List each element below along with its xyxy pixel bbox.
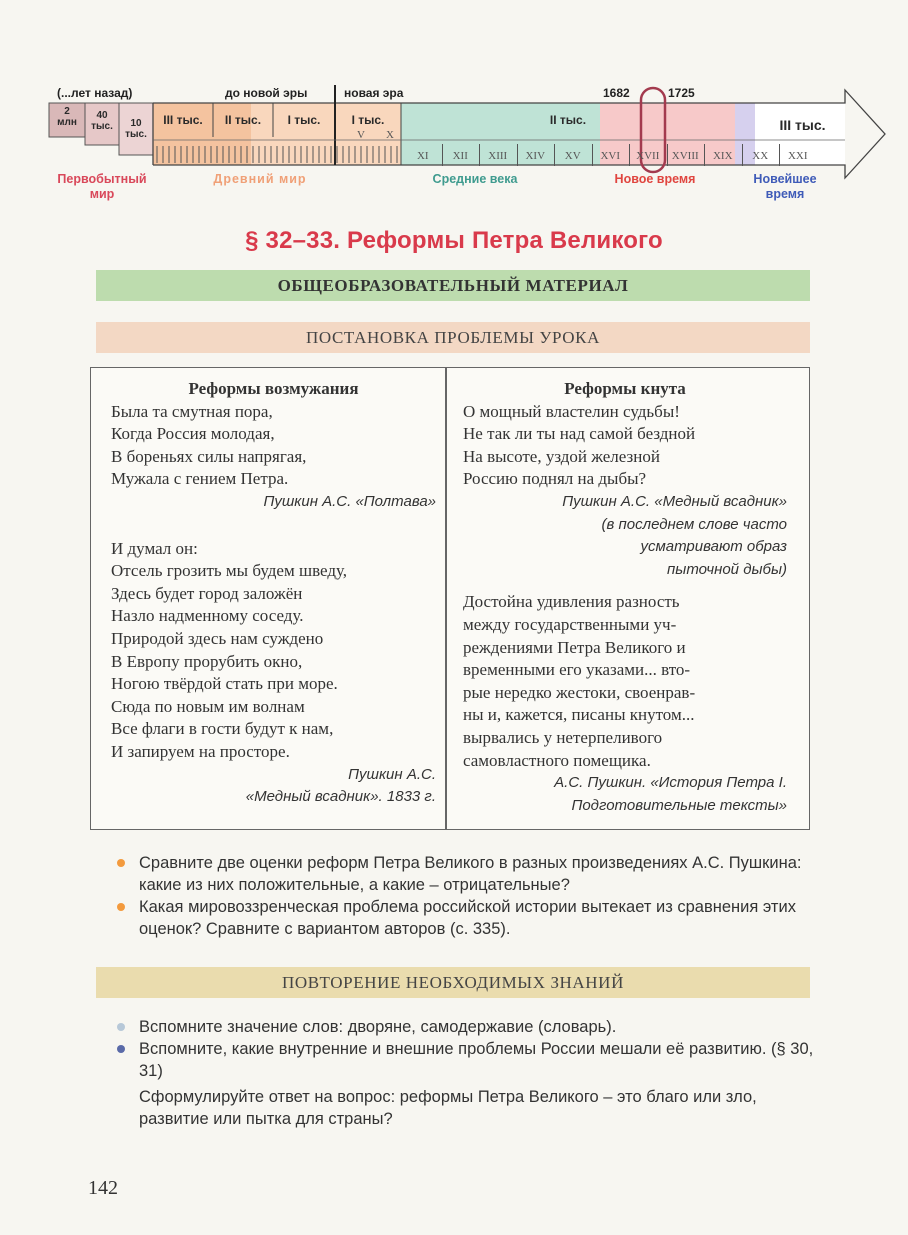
list-item: Вспомните, какие внутренние и внешние проблемы России мешали её развитию. (§ 30, 31) — [117, 1038, 817, 1082]
left-column — [111, 378, 436, 809]
review-band: ПОВТОРЕНИЕ НЕОБХОДИМЫХ ЗНАНИЙ — [96, 967, 810, 998]
bullet-icon — [117, 903, 125, 911]
bullet-icon — [117, 1045, 125, 1053]
right-prose: Достойна удивления разность между государственными уч- реждениями Петра Великого и временными его указами... вто- рые нередко жестоки, своенрав- ны и, кажется, писаны кнутом... вырвались у нетерпеливого самовластного помещика. — [463, 592, 696, 770]
early-cell-2: 40 тыс. — [91, 110, 113, 132]
list-item: Какая мировоззренческая проблема российской истории вытекает из сравнения этих оценок? Сравните с вариантом авторов (с. 335). — [117, 896, 817, 940]
millennium-bc-3: III тыс. — [163, 113, 203, 127]
bullet-icon — [117, 1023, 125, 1031]
century-label: XVIII — [671, 150, 699, 162]
left-heading: Реформы возмужания — [188, 379, 359, 398]
millennium-ad-2: II тыс. — [549, 113, 587, 127]
century-label: XXI — [787, 150, 808, 162]
bullet-icon — [117, 859, 125, 867]
millennium-ad-1: I тыс. — [351, 113, 385, 127]
century-label: XX — [752, 150, 769, 162]
early-cell-3: 10 тыс. — [125, 118, 147, 140]
left-poem-2: И думал он: Отсель грозить мы будем шведу, Здесь будет город заложён Назло надменному соседу. Природой здесь нам суждено В Европу прорубить окно, Ногою твёрдой стать при море. Сюда по новым им волнам Все флаги в гости будут к нам, И запируем на просторе. — [111, 538, 348, 761]
era-middle-ages: Средние века — [432, 172, 518, 186]
right-attribution-2: А.С. Пушкин. «История Петра I. Подготовительные тексты» — [554, 774, 787, 814]
millennium-bc-2: II тыс. — [224, 113, 262, 127]
century-label: XVII — [636, 150, 660, 162]
list-item: Сравните две оценки реформ Петра Великого в разных произведениях А.С. Пушкина: какие из них положительные, а какие – отрицательные? — [117, 852, 817, 896]
era-ancient: Древний мир — [213, 172, 307, 186]
millennium-bc-1: I тыс. — [287, 113, 321, 127]
century-label: XV — [564, 150, 581, 162]
problem-statement-band: ПОСТАНОВКА ПРОБЛЕМЫ УРОКА — [96, 322, 810, 353]
years-ago-caption: (...лет назад) — [57, 86, 133, 100]
quotes-table — [90, 367, 810, 830]
era-primitive: Первобытный мир — [57, 172, 147, 201]
year-start: 1682 — [603, 86, 630, 100]
century-v: V — [357, 129, 365, 141]
century-label: XIV — [525, 150, 546, 162]
lesson-questions — [117, 852, 817, 940]
century-label: XII — [452, 150, 468, 162]
year-end: 1725 — [668, 86, 695, 100]
list-item: Вспомните значение слов: дворяне, самодержавие (словарь). — [117, 1016, 817, 1038]
era-new-time: Новое время — [614, 172, 696, 186]
millennium-ad-3: III тыс. — [779, 117, 826, 133]
century-label: XIX — [712, 150, 733, 162]
bc-caption: до новой эры — [225, 86, 308, 100]
page-number: 142 — [88, 1177, 118, 1199]
right-attribution-1: Пушкин А.С. «Медный всадник» (в последнем слове часто усматривают образ пыточной дыбы) — [562, 492, 787, 578]
early-cell-1: 2 млн — [57, 106, 77, 128]
review-task: Сформулируйте ответ на вопрос: реформы Петра Великого – это благо или зло, развитие или пытка для страны? — [139, 1088, 757, 1128]
ad-caption: новая эра — [344, 86, 404, 100]
left-attribution-2: Пушкин А.С. «Медный всадник». 1833 г. — [245, 765, 436, 806]
section-title: § 32–33. Реформы Петра Великого — [245, 227, 663, 254]
century-x: X — [386, 129, 394, 141]
right-heading: Реформы кнута — [564, 379, 686, 398]
general-material-band: ОБЩЕОБРАЗОВАТЕЛЬНЫЙ МАТЕРИАЛ — [96, 270, 810, 301]
century-label: XI — [416, 150, 429, 162]
left-poem-1: Была та смутная пора, Когда Россия молодая, В бореньях силы напрягая, Мужала с гением Петра. — [111, 401, 307, 489]
right-column — [463, 378, 787, 817]
timeline — [0, 0, 908, 215]
right-poem: О мощный властелин судьбы! Не так ли ты над самой бездной На высоте, уздой железной Россию поднял на дыбы? — [463, 401, 696, 489]
review-list — [117, 1016, 817, 1082]
left-attribution-1: Пушкин А.С. «Полтава» — [263, 492, 436, 510]
century-label: XVI — [600, 150, 621, 162]
era-newest-time: Новейшее время — [753, 172, 817, 201]
century-label: XIII — [488, 150, 508, 162]
